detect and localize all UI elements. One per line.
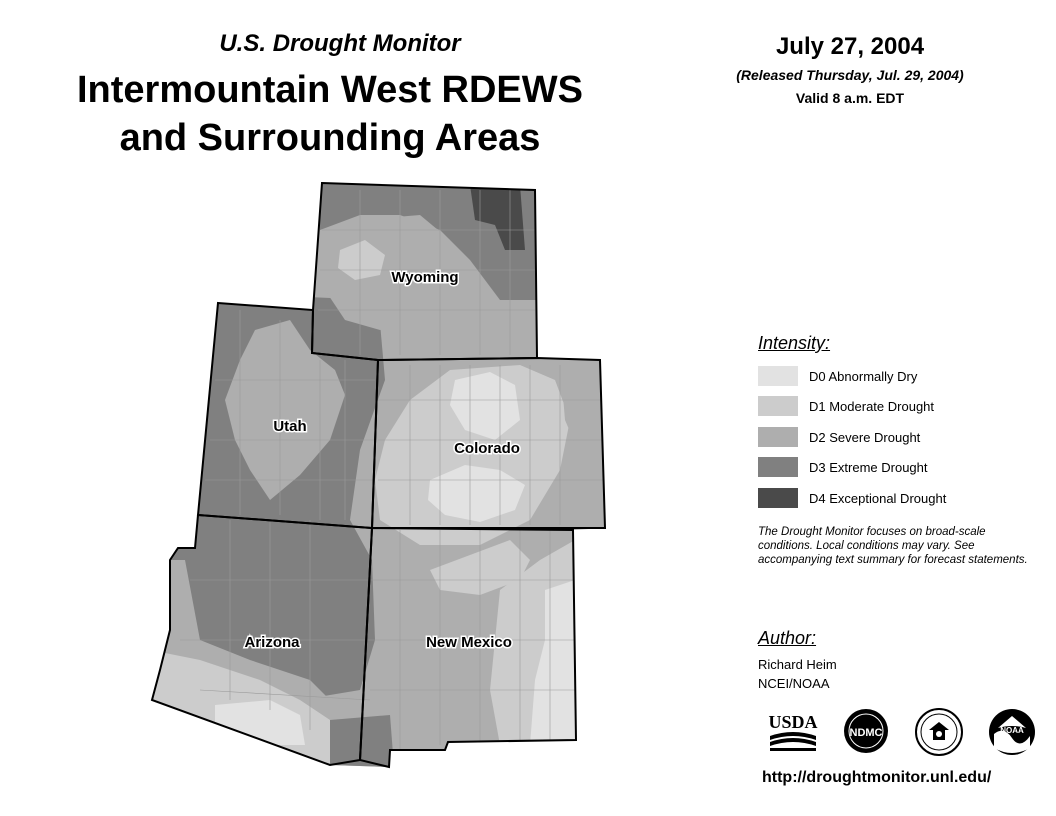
valid-time: Valid 8 a.m. EDT	[795, 90, 905, 106]
label-arizona: Arizona	[244, 634, 300, 651]
legend-title: Intensity:	[758, 333, 831, 353]
usda-logo-text: USDA	[768, 712, 818, 732]
map-subtitle: U.S. Drought Monitor	[219, 30, 461, 57]
ndmc-logo	[843, 708, 889, 754]
label-wyoming: Wyoming	[391, 269, 459, 286]
title-line-1: Intermountain West RDEWS	[77, 69, 583, 111]
legend-label-d1: D1 Moderate Drought	[809, 399, 935, 414]
title-line-2: and Surrounding Areas	[119, 117, 541, 159]
legend-label-d4: D4 Exceptional Drought	[809, 491, 947, 506]
release-date: (Released Thursday, Jul. 29, 2004)	[736, 67, 964, 83]
usda-logo	[766, 708, 820, 752]
legend-label-d3: D3 Extreme Drought	[809, 460, 928, 475]
legend-label-d0: D0 Abnormally Dry	[809, 369, 918, 384]
ndmc-logo-text: NDMC	[849, 727, 883, 739]
legend-swatch-d1	[758, 396, 798, 416]
legend-swatch-d3	[758, 457, 798, 477]
label-colorado: Colorado	[454, 440, 520, 457]
noaa-logo-text: NOAA	[1000, 726, 1024, 735]
label-new-mexico: New Mexico	[426, 634, 512, 651]
source-url-link[interactable]: http://droughtmonitor.unl.edu/	[762, 769, 992, 786]
doc-seal-icon	[915, 708, 963, 756]
disclaimer-text: The Drought Monitor focuses on broad-scale conditions. Local conditions may vary. See accompanying text summary for forecast statements.	[758, 526, 1028, 566]
author-name: Richard Heim	[758, 657, 837, 672]
legend-label-d2: D2 Severe Drought	[809, 430, 921, 445]
map-title	[20, 66, 640, 162]
legend-swatch-d4	[758, 488, 798, 508]
noaa-logo	[988, 708, 1036, 756]
legend-swatch-d2	[758, 427, 798, 447]
author-heading: Author:	[758, 628, 817, 648]
author-org: NCEI/NOAA	[758, 676, 830, 691]
map-date: July 27, 2004	[775, 33, 925, 60]
drought-map	[140, 170, 620, 780]
legend-swatch-d0	[758, 366, 798, 386]
label-utah: Utah	[273, 418, 307, 435]
drought-zones	[140, 170, 620, 780]
